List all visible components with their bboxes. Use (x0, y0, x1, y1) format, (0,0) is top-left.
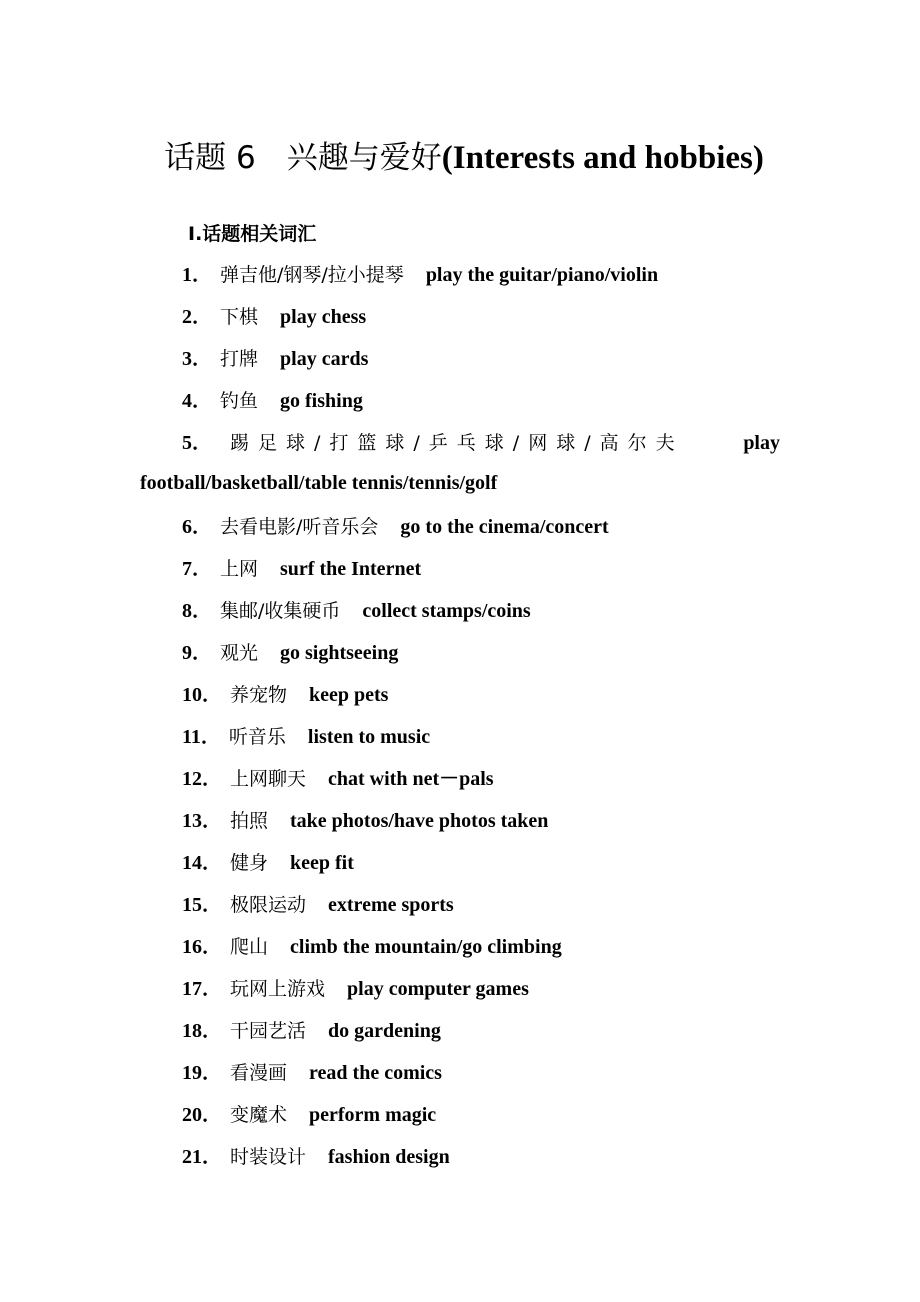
item-number: 21． (182, 1146, 222, 1168)
item-english: climb the mountain/go climbing (290, 936, 562, 958)
vocabulary-item (182, 638, 780, 680)
item-english: do gardening (328, 1020, 441, 1042)
item-chinese: 下棋 (220, 306, 259, 328)
item-english: play the guitar/piano/violin (425, 264, 659, 286)
item-english: play chess (280, 306, 367, 328)
item-english-part1: play (743, 432, 780, 454)
item-chinese: 爬山 (230, 936, 269, 958)
item-number: 15． (182, 894, 222, 916)
vocabulary-item (182, 806, 780, 848)
item-chinese: 上网聊天 (230, 768, 307, 790)
item-number: 18． (182, 1020, 222, 1042)
item-number: 10． (182, 684, 222, 706)
item-chinese: 干园艺活 (230, 1020, 307, 1042)
item-number: 1． (182, 264, 212, 286)
item-number: 16． (182, 936, 222, 958)
item-english: extreme sports (328, 894, 454, 916)
vocabulary-item (182, 386, 780, 428)
vocabulary-item (140, 428, 780, 512)
item-chinese: 弹吉他/钢琴/拉小提琴 (220, 264, 404, 286)
vocabulary-item (182, 932, 780, 974)
item-english: take photos/have photos taken (290, 810, 549, 832)
page-title (0, 132, 920, 177)
vocabulary-item (182, 974, 780, 1016)
item-number: 2． (182, 306, 212, 328)
item-number: 12． (182, 768, 222, 790)
item-english: play cards (280, 348, 369, 370)
section-heading: Ⅰ.话题相关词汇 (188, 223, 317, 245)
item-chinese: 玩网上游戏 (230, 978, 326, 1000)
item-chinese: 听音乐 (228, 726, 286, 748)
item-english: go to the cinema/concert (400, 516, 609, 538)
vocabulary-item (182, 554, 780, 596)
vocabulary-item (182, 302, 780, 344)
item-chinese: 养宠物 (230, 684, 288, 706)
vocabulary-item (182, 344, 780, 386)
vocabulary-item (182, 890, 780, 932)
item-number: 7． (182, 558, 212, 580)
item-chinese: 钓鱼 (220, 390, 259, 412)
item-english: go sightseeing (280, 642, 399, 664)
item-english: listen to music (307, 726, 431, 748)
vocabulary-item (182, 596, 780, 638)
item-chinese: 去看电影/听音乐会 (220, 516, 379, 538)
item-chinese: 上网 (220, 558, 259, 580)
vocabulary-item (182, 680, 780, 722)
item-chinese: 时装设计 (230, 1146, 307, 1168)
item-chinese: 踢足球/打篮球/乒乓球/网球/高尔夫 (230, 432, 684, 454)
vocabulary-item (182, 1142, 780, 1184)
item-english: keep fit (290, 852, 354, 874)
item-english-part2: football/basketball/table tennis/tennis/golf (140, 472, 498, 494)
item-english: collect stamps/coins (362, 600, 531, 622)
item-number: 5． (182, 432, 212, 454)
item-chinese: 打牌 (220, 348, 259, 370)
item-chinese: 拍照 (230, 810, 269, 832)
vocabulary-item (182, 848, 780, 890)
item-chinese: 变魔术 (230, 1104, 288, 1126)
item-english: go fishing (280, 390, 363, 412)
item-chinese: 看漫画 (230, 1062, 288, 1084)
item-number: 11． (182, 726, 221, 748)
item-number: 14． (182, 852, 222, 874)
item-chinese: 观光 (220, 642, 259, 664)
item-english: play computer games (347, 978, 529, 1000)
item-chinese: 集邮/收集硬币 (220, 600, 341, 622)
item-number: 13． (182, 810, 222, 832)
item-number: 3． (182, 348, 212, 370)
title-chinese: 话题 6 兴趣与爱好 (164, 140, 442, 176)
item-english: perform magic (309, 1104, 437, 1126)
item-english: keep pets (309, 684, 389, 706)
item-number: 4． (182, 390, 212, 412)
vocabulary-item (182, 512, 780, 554)
vocabulary-item (182, 260, 780, 302)
vocabulary-item (182, 722, 780, 764)
vocabulary-item (182, 1100, 780, 1142)
item-number: 17． (182, 978, 222, 1000)
vocabulary-list (140, 260, 780, 1184)
vocabulary-item (182, 1058, 780, 1100)
item-english: read the comics (309, 1062, 442, 1084)
item-number: 20． (182, 1104, 222, 1126)
title-english: (Interests and hobbies) (441, 140, 764, 176)
item-english: surf the Internet (280, 558, 422, 580)
item-number: 8． (182, 600, 212, 622)
vocabulary-item (182, 1016, 780, 1058)
vocabulary-item (182, 764, 780, 806)
item-number: 19． (182, 1062, 222, 1084)
item-number: 6． (182, 516, 212, 538)
item-number: 9． (182, 642, 212, 664)
item-chinese: 健身 (230, 852, 269, 874)
item-chinese: 极限运动 (230, 894, 307, 916)
item-english: chat with net－pals (328, 768, 494, 790)
item-english: fashion design (328, 1146, 450, 1168)
